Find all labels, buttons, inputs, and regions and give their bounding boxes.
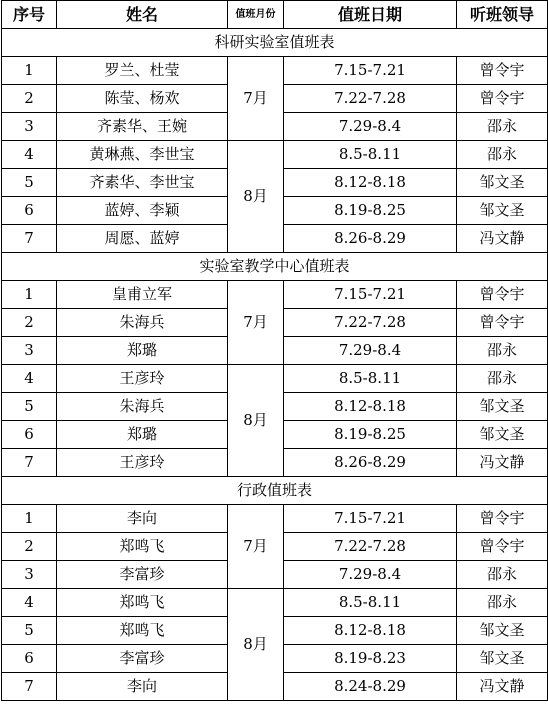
row-name: 郑鸣飞 [57,533,228,561]
row-leader: 邹文圣 [457,617,548,645]
row-leader: 邵永 [457,337,548,365]
table-row [2,365,548,393]
section-administration [2,477,548,701]
row-leader: 邵永 [457,113,548,141]
row-leader: 邹文圣 [457,197,548,225]
section-research-lab [2,29,548,253]
row-date: 7.22-7.28 [284,85,457,113]
row-index: 4 [2,141,57,169]
row-name: 陈莹、杨欢 [57,85,228,113]
row-index: 6 [2,645,57,673]
row-date: 8.5-8.11 [284,589,457,617]
row-leader: 曾令宇 [457,281,548,309]
row-date: 8.12-8.18 [284,169,457,197]
row-date: 8.24-8.29 [284,673,457,701]
row-leader: 曾令宇 [457,309,548,337]
row-name: 郑璐 [57,421,228,449]
row-leader: 冯文静 [457,225,548,253]
row-leader: 邹文圣 [457,421,548,449]
row-leader: 邵永 [457,561,548,589]
row-index: 1 [2,281,57,309]
row-date: 8.12-8.18 [284,393,457,421]
header-name: 姓名 [57,1,228,29]
month-cell: 8月 [228,365,284,477]
row-name: 李富珍 [57,561,228,589]
row-date: 7.22-7.28 [284,309,457,337]
row-name: 皇甫立军 [57,281,228,309]
row-index: 4 [2,589,57,617]
row-leader: 邵永 [457,365,548,393]
header-date: 值班日期 [284,1,457,29]
row-index: 2 [2,533,57,561]
row-name: 朱海兵 [57,309,228,337]
row-leader: 曾令宇 [457,505,548,533]
row-index: 1 [2,505,57,533]
month-cell: 8月 [228,141,284,253]
header-leader: 听班领导 [457,1,548,29]
row-leader: 冯文静 [457,449,548,477]
section-title: 科研实验室值班表 [2,29,548,57]
row-leader: 邵永 [457,141,548,169]
row-leader: 邵永 [457,589,548,617]
row-date: 7.15-7.21 [284,505,457,533]
row-date: 8.26-8.29 [284,225,457,253]
row-date: 7.29-8.4 [284,337,457,365]
row-date: 8.26-8.29 [284,449,457,477]
row-index: 3 [2,113,57,141]
row-index: 5 [2,169,57,197]
row-leader: 邹文圣 [457,393,548,421]
row-name: 罗兰、杜莹 [57,57,228,85]
section-title-row [2,253,548,281]
row-date: 7.29-8.4 [284,561,457,589]
month-cell: 7月 [228,57,284,141]
row-index: 5 [2,393,57,421]
table-row [2,589,548,617]
row-date: 7.22-7.28 [284,533,457,561]
header-row [2,1,548,29]
row-name: 郑鸣飞 [57,589,228,617]
row-date: 7.15-7.21 [284,57,457,85]
row-index: 3 [2,337,57,365]
row-leader: 曾令宇 [457,57,548,85]
row-index: 4 [2,365,57,393]
duty-schedule-table [1,0,548,701]
section-title-row [2,477,548,505]
section-teaching-center [2,253,548,477]
row-date: 8.19-8.23 [284,645,457,673]
row-date: 7.29-8.4 [284,113,457,141]
table-row [2,141,548,169]
row-name: 郑璐 [57,337,228,365]
row-index: 2 [2,309,57,337]
row-name: 王彦玲 [57,449,228,477]
row-leader: 邹文圣 [457,645,548,673]
row-leader: 曾令宇 [457,533,548,561]
row-name: 李向 [57,505,228,533]
section-title-row [2,29,548,57]
row-index: 6 [2,421,57,449]
row-name: 李向 [57,673,228,701]
section-title: 实验室教学中心值班表 [2,253,548,281]
row-index: 7 [2,449,57,477]
table-row [2,57,548,85]
row-date: 7.15-7.21 [284,281,457,309]
row-name: 朱海兵 [57,393,228,421]
row-leader: 曾令宇 [457,85,548,113]
header-month: 值班月份 [228,1,284,29]
row-leader: 邹文圣 [457,169,548,197]
row-name: 郑鸣飞 [57,617,228,645]
row-index: 7 [2,673,57,701]
month-cell: 7月 [228,281,284,365]
row-name: 周愿、蓝婷 [57,225,228,253]
row-name: 王彦玲 [57,365,228,393]
row-name: 黄琳燕、李世宝 [57,141,228,169]
row-date: 8.12-8.18 [284,617,457,645]
row-name: 齐素华、王婉 [57,113,228,141]
row-index: 7 [2,225,57,253]
row-index: 1 [2,57,57,85]
row-date: 8.5-8.11 [284,141,457,169]
month-cell: 8月 [228,589,284,701]
table-row [2,505,548,533]
table-row [2,281,548,309]
header-index: 序号 [2,1,57,29]
row-date: 8.19-8.25 [284,197,457,225]
row-name: 李富珍 [57,645,228,673]
month-cell: 7月 [228,505,284,589]
row-index: 6 [2,197,57,225]
row-name: 蓝婷、李颖 [57,197,228,225]
row-date: 8.5-8.11 [284,365,457,393]
row-leader: 冯文静 [457,673,548,701]
row-index: 5 [2,617,57,645]
row-date: 8.19-8.25 [284,421,457,449]
section-title: 行政值班表 [2,477,548,505]
row-name: 齐素华、李世宝 [57,169,228,197]
row-index: 2 [2,85,57,113]
row-index: 3 [2,561,57,589]
